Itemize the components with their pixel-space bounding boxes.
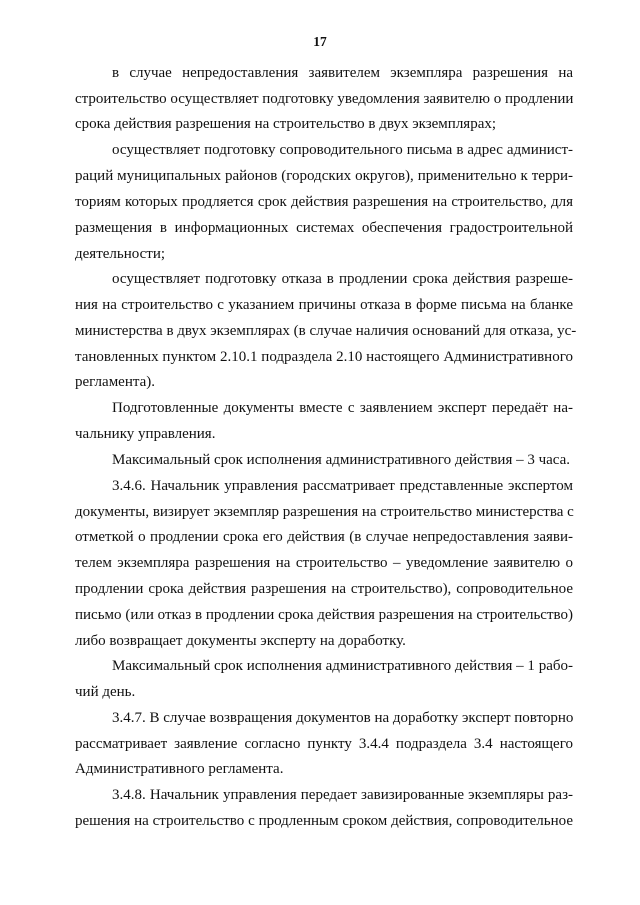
text-line: раций муниципальных районов (городских округов), применительно к терри- <box>75 168 573 184</box>
text-line: Административного регламента. <box>75 761 284 777</box>
text-line: деятельности; <box>75 246 166 262</box>
text-line: ториям которых продляется срок действия разрешения на строительство, для <box>75 194 573 210</box>
text-line: решения на строительство с продленным сроком действия, сопроводительное <box>75 813 573 829</box>
text-line: продлении срока действия разрешения на строительство), сопроводительное <box>75 581 573 597</box>
text-line: осуществляет подготовку сопроводительного письма в адрес админист- <box>112 142 573 158</box>
text-line: документы, визирует экземпляр разрешения на строительство министерства с <box>75 504 574 520</box>
text-line: регламента). <box>75 374 156 390</box>
text-line: строительство осуществляет подготовку уведомления заявителю о продлении <box>75 91 574 107</box>
text-line: ния на строительство с указанием причины отказа в форме письма на бланке <box>75 297 573 313</box>
text-line: тановленных пунктом 2.10.1 подраздела 2.10 настоящего Административного <box>75 349 573 365</box>
text-line: отметкой о продлении срока его действия (в случае непредоставления заяви- <box>75 529 573 545</box>
text-line: письмо (или отказ в продлении срока действия разрешения на строительство) <box>75 607 573 623</box>
text-line: телем экземпляра разрешения на строительство – уведомление заявителю о <box>75 555 573 571</box>
text-line: чальнику управления. <box>75 426 216 442</box>
text-line: Максимальный срок исполнения административного действия – 3 часа. <box>112 452 571 468</box>
text-line: рассматривает заявление согласно пункту 3.4.4 подраздела 3.4 настоящего <box>75 736 573 752</box>
page-number: 17 <box>313 34 327 49</box>
text-line: 3.4.7. В случае возвращения документов на доработку эксперт повторно <box>112 710 574 726</box>
text-line: Максимальный срок исполнения административного действия – 1 рабо- <box>112 658 573 674</box>
text-line: 3.4.8. Начальник управления передает завизированные экземпляры раз- <box>112 787 573 803</box>
text-line: размещения в информационных системах обеспечения градостроительной <box>75 220 573 236</box>
text-line: срока действия разрешения на строительство в двух экземплярах; <box>75 116 497 132</box>
text-line: осуществляет подготовку отказа в продлении срока действия разреше- <box>112 271 573 287</box>
text-line: либо возвращает документы эксперту на доработку. <box>75 633 406 649</box>
text-line: Подготовленные документы вместе с заявлением эксперт передаёт на- <box>112 400 573 416</box>
text-line: 3.4.6. Начальник управления рассматривает представленные экспертом <box>112 478 573 494</box>
text-line: в случае непредоставления заявителем экземпляра разрешения на <box>112 65 573 81</box>
text-line: министерства в двух экземплярах (в случае наличия оснований для отказа, ус- <box>75 323 577 339</box>
text-line: чий день. <box>75 684 136 700</box>
